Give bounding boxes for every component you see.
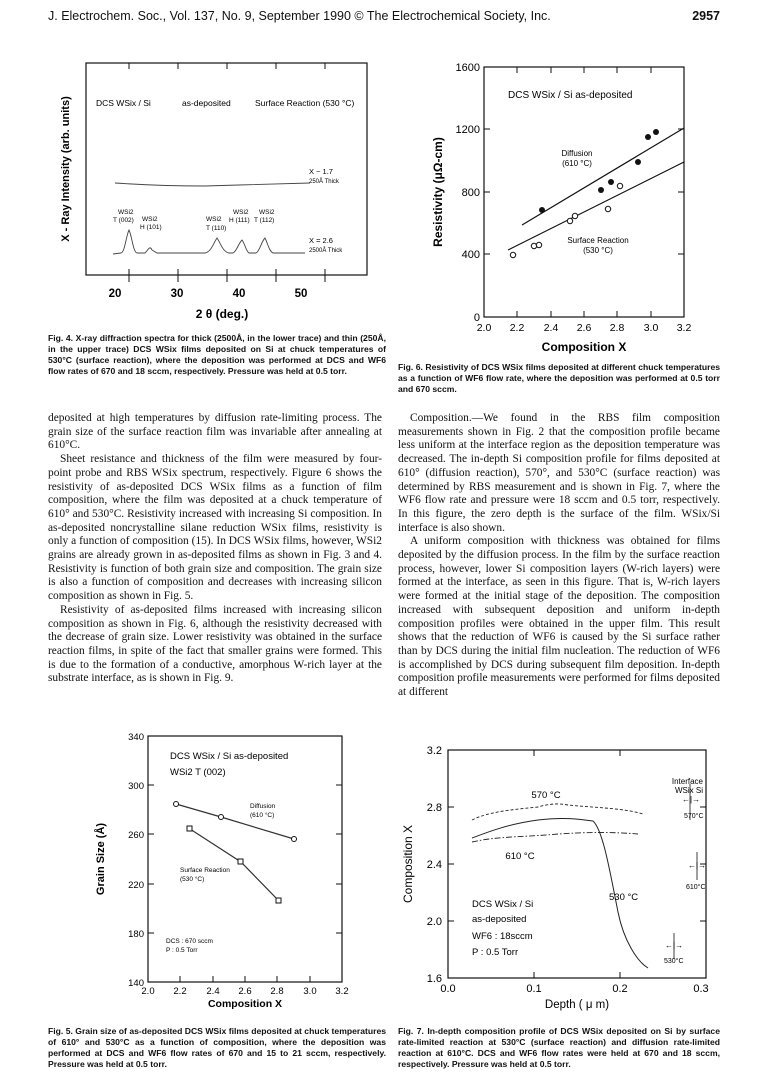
paragraph: deposited at high temperatures by diffusion rate-limiting process. The grain size of the surface reaction film was invariable after annealing at 610°C. <box>48 412 382 452</box>
fig5-point <box>219 815 224 820</box>
fig7-ytick: 3.2 <box>426 745 442 757</box>
fig6-ytick: 0 <box>473 312 480 324</box>
fig4-peak-label-b: T (110) <box>206 225 227 232</box>
fig7-side-610: 610°C <box>686 884 706 891</box>
fig5-ytick: 220 <box>128 880 144 891</box>
fig6-caption: Fig. 6. Resistivity of DCS WSix films deposited at different chuck temperatures as a function of WF6 flow rate, where the deposition was performed at 0.5 torr and 670 sccm. <box>398 362 720 394</box>
fig7-ylabel: Composition X <box>401 824 415 904</box>
fig7-legend4: P : 0.5 Torr <box>472 947 519 958</box>
fig6-diffusion-points <box>539 129 659 213</box>
fig5-surface-line <box>190 829 279 901</box>
fig7-xtick: 0.2 <box>612 983 628 995</box>
fig7-xtick: 0.1 <box>526 983 542 995</box>
fig6-ytick: 1200 <box>455 124 480 136</box>
fig4-lower-x: X = 2.6 <box>309 236 333 245</box>
fig5-grain-size-chart <box>90 728 360 1018</box>
fig6-ytick: 1600 <box>455 62 480 74</box>
fig4-peak-label-b: T (112) <box>254 217 275 224</box>
fig4-lower-thick: 2500Å Thick <box>309 248 343 254</box>
fig5-point <box>238 859 243 864</box>
fig5-ytick: 260 <box>128 830 144 841</box>
fig4-xrd-chart <box>55 58 375 326</box>
fig6-frame <box>484 67 684 317</box>
text-column-right <box>398 412 720 700</box>
fig7-ytick: 1.6 <box>426 973 442 985</box>
fig7-curve-610 <box>472 833 638 843</box>
fig6-xtick: 3.0 <box>643 322 659 334</box>
fig4-peak-label-a: WSi2 <box>118 209 134 216</box>
fig6-point <box>617 183 622 188</box>
page-number: 2957 <box>692 9 720 23</box>
fig4-ylabel: X - Ray Intensity (arb. units) <box>60 96 72 242</box>
paragraph: A uniform composition with thickness was obtained for films deposited by the diffusion process. In the film by the surface reaction process, however, lower Si composition layers (W-rich layers) were formed at the interface, as seen in this figure. That is, W-rich layers were formed at the initial stage of the deposition. The composition increased with subsequent deposition and uniform in-depth composition profiles were obtained in the upper film. This result shows that the reduction of WF6 is caused by the Si surface rather than by DCS during the initial film nucleation. The reduction of WF6 is accomplished by DCS during subsequent film deposition. In-depth composition profile measurements were performed for films deposited at different <box>398 535 720 699</box>
fig5-xlabel: Composition X <box>207 998 283 1010</box>
fig7-label-610: 610 °C <box>505 851 535 862</box>
fig7-legend1: DCS WSix / Si <box>472 899 534 910</box>
fig6-xtick: 2.8 <box>609 322 625 334</box>
fig6-point <box>635 159 641 165</box>
fig7-arrows-icon: ←|→ <box>665 941 684 950</box>
fig5-xtick: 2.4 <box>206 986 220 997</box>
fig4-peak-label-a: WSi2 <box>259 209 275 216</box>
fig7-arrows-icon: ←|→ <box>682 795 701 804</box>
fig5-xtick: 3.0 <box>303 986 317 997</box>
fig6-xtick: 2.6 <box>576 322 592 334</box>
fig7-caption: Fig. 7. In-depth composition profile of DCS WSix deposited on Si by surface rate-limited reaction at 530°C (surface reaction) and diffusion rate-limited reaction at 610°C. DCS and WF6 flow rates were held at 670 and 18 sccm, respectively. Pressure was held at 0.5 torr. <box>398 1026 720 1069</box>
fig4-peak-label-b: T (002) <box>113 217 134 224</box>
fig6-xtick: 2.4 <box>543 322 559 334</box>
fig4-xtick: 30 <box>170 288 184 300</box>
fig4-peak-label-a: WSi2 <box>142 216 158 223</box>
fig5-ytick: 300 <box>128 781 144 792</box>
fig4-lower-trace <box>113 230 305 254</box>
fig6-ytick: 800 <box>461 187 480 199</box>
fig4-peak-label-b: H (111) <box>229 217 250 224</box>
fig5-ylabel: Grain Size (Å) <box>95 822 107 896</box>
fig5-point <box>174 802 179 807</box>
fig5-diffusion-label: Diffusion <box>250 803 276 810</box>
fig6-point <box>567 218 572 223</box>
fig6-diffusion-fit-line <box>522 128 684 225</box>
fig4-peak-label-b: H (101) <box>140 224 162 231</box>
fig5-point <box>187 826 192 831</box>
fig7-xtick: 0.0 <box>440 983 456 995</box>
fig5-ytick: 140 <box>128 978 144 989</box>
fig4-upper-x: X ~ 1.7 <box>309 167 333 176</box>
fig6-point <box>572 213 577 218</box>
fig4-xtick: 50 <box>294 288 308 300</box>
fig7-xlabel: Depth ( μ m) <box>544 999 610 1011</box>
fig6-diffusion-temp: (610 °C) <box>562 159 592 168</box>
fig5-surface-temp: (530 °C) <box>180 876 205 883</box>
fig6-ytick: 400 <box>461 249 480 261</box>
fig4-title-right: Surface Reaction (530 °C) <box>255 98 355 108</box>
running-header <box>48 9 720 25</box>
paragraph: Composition.—We found in the RBS film composition measurements shown in Fig. 2 that the composition profile became less uniform at the interface region as the deposition temperature was decreased. The in-depth Si composition profile for films deposited at 610° (diffusion reaction), 570°, and 530°C (surface reaction) was determined by RBS measurement and is shown in Fig. 7, where the WF6 flow rate and pressure were 18 sccm and 0.5 torr, respectively. In this figure, the zero depth is the surface of the film. WSix/Si interface is also shown. <box>398 412 720 534</box>
fig7-curve-570 <box>472 804 643 820</box>
fig4-upper-thick: 250Å Thick <box>309 179 339 185</box>
fig4-title-mid: as-deposited <box>182 98 231 108</box>
fig5-xtick: 2.2 <box>173 986 187 997</box>
fig7-interface-label: Interface <box>671 777 703 786</box>
fig6-ylabel: Resistivity (μΩ-cm) <box>431 137 445 247</box>
fig7-wsix-si-label: WSix Si <box>675 786 703 795</box>
fig5-xtick: 2.6 <box>238 986 252 997</box>
fig5-ytick: 340 <box>128 732 144 743</box>
fig4-xtick: 20 <box>108 288 122 300</box>
fig5-legend2: WSi2 T (002) <box>170 767 226 778</box>
paragraph: Sheet resistance and thickness of the film were measured by four-point probe and RBS WSix spectrum, respectively. Figure 6 shows the resistivity of as-deposited DCS WSix films as a function of film composition, where the film was deposited at a chuck temperature of 610° and 530°C. Resistivity increased with increasing Si composition. In as-deposited noncrystalline silane reduction WSix films, resistivity is only a function of composition (15). In DCS WSix films, however, WSi2 grains are already grown in as-deposited films as shown in Fig. 3 and 4. Resistivity is function of both grain size and composition. The grain size is also a function of composition and decreases with increasing silicon composition as shown in Fig. 5. <box>48 453 382 603</box>
fig5-condition-p: P : 0.5 Torr <box>166 947 198 954</box>
fig6-point <box>531 243 536 248</box>
paragraph: Resistivity of as-deposited films increased with increasing silicon composition as shown in Fig. 6, although the resistivity decreased with the decrease of grain size. Lower resistivity was obtained in the surface reaction films, in spite of the fact that smaller grains were formed. This is due to the formation of a conductive, amorphous W-rich layer at the substrate interface, as is shown in Fig. 9. <box>48 603 382 685</box>
fig6-legend: DCS WSix / Si as-deposited <box>508 90 633 101</box>
fig5-point <box>276 898 281 903</box>
fig6-point <box>598 187 604 193</box>
fig6-point <box>645 134 651 140</box>
text-column-left <box>48 412 382 686</box>
fig5-diffusion-temp: (610 °C) <box>250 812 275 819</box>
fig6-diffusion-label: Diffusion <box>561 149 593 158</box>
fig5-caption: Fig. 5. Grain size of as-deposited DCS WSix films deposited at chuck temperatures of 610° and 530°C as a function of composition, where the deposition was performed at DCS and WF6 flow rates of 670 and 15 to 21 sccm, respectively. Pressure was held at 0.5 torr. <box>48 1026 386 1069</box>
fig4-upper-trace <box>115 183 310 186</box>
journal-citation: J. Electrochem. Soc., Vol. 137, No. 9, September 1990 © The Electrochemical Society, Inc. <box>48 9 551 23</box>
fig6-point <box>510 252 515 257</box>
fig6-point <box>608 179 614 185</box>
fig5-surface-label: Surface Reaction <box>180 867 230 874</box>
fig6-xlabel: Composition X <box>541 340 627 354</box>
fig7-ytick: 2.0 <box>426 916 442 928</box>
fig7-label-570: 570 °C <box>531 790 561 801</box>
fig6-xtick: 2.2 <box>509 322 525 334</box>
fig4-title-left: DCS WSix / Si <box>96 98 151 108</box>
fig6-point <box>536 242 541 247</box>
fig6-point <box>605 206 610 211</box>
fig6-point <box>539 207 545 213</box>
fig7-legend2: as-deposited <box>472 914 527 925</box>
fig7-side-570: 570°C <box>684 813 704 820</box>
fig5-diffusion-line <box>176 804 294 839</box>
fig6-surface-label: Surface Reaction <box>567 236 629 245</box>
fig4-peak-label-a: WSi2 <box>233 209 249 216</box>
fig5-xtick: 2.0 <box>141 986 155 997</box>
fig6-xtick: 3.2 <box>676 322 692 334</box>
fig5-xtick: 3.2 <box>335 986 349 997</box>
fig5-ytick: 180 <box>128 929 144 940</box>
fig7-xtick: 0.3 <box>693 983 709 995</box>
fig5-condition-dcs: DCS : 670 sccm <box>166 938 213 945</box>
fig5-point <box>292 837 297 842</box>
fig7-label-530: 530 °C <box>609 892 639 903</box>
fig5-xtick: 2.8 <box>270 986 284 997</box>
fig6-point <box>653 129 659 135</box>
fig6-surface-temp: (530 °C) <box>583 246 613 255</box>
fig7-ytick: 2.4 <box>426 859 442 871</box>
fig7-legend3: WF6 : 18sccm <box>472 931 533 942</box>
fig7-side-530: 530°C <box>664 958 684 965</box>
fig4-xlabel: 2 θ (deg.) <box>195 307 249 321</box>
fig4-caption: Fig. 4. X-ray diffraction spectra for thick (2500Å, in the lower trace) and thin (250Å, in the upper trace) DCS WSix films deposited on Si at chuck temperatures of 530°C (surface reaction), where the deposition was performed at DCS and WF6 flow rates of 670 and 18 sccm, respectively. Pressure was held at 0.5 torr. <box>48 333 386 376</box>
fig7-ytick: 2.8 <box>426 802 442 814</box>
fig7-depth-profile-chart <box>398 742 716 1018</box>
fig4-peak-label-a: WSi2 <box>206 216 222 223</box>
fig6-resistivity-chart <box>412 58 712 358</box>
fig5-legend1: DCS WSix / Si as-deposited <box>170 751 289 762</box>
fig6-xtick: 2.0 <box>476 322 492 334</box>
fig4-xtick: 40 <box>232 288 246 300</box>
fig7-arrows-icon: ←|→ <box>688 861 707 870</box>
